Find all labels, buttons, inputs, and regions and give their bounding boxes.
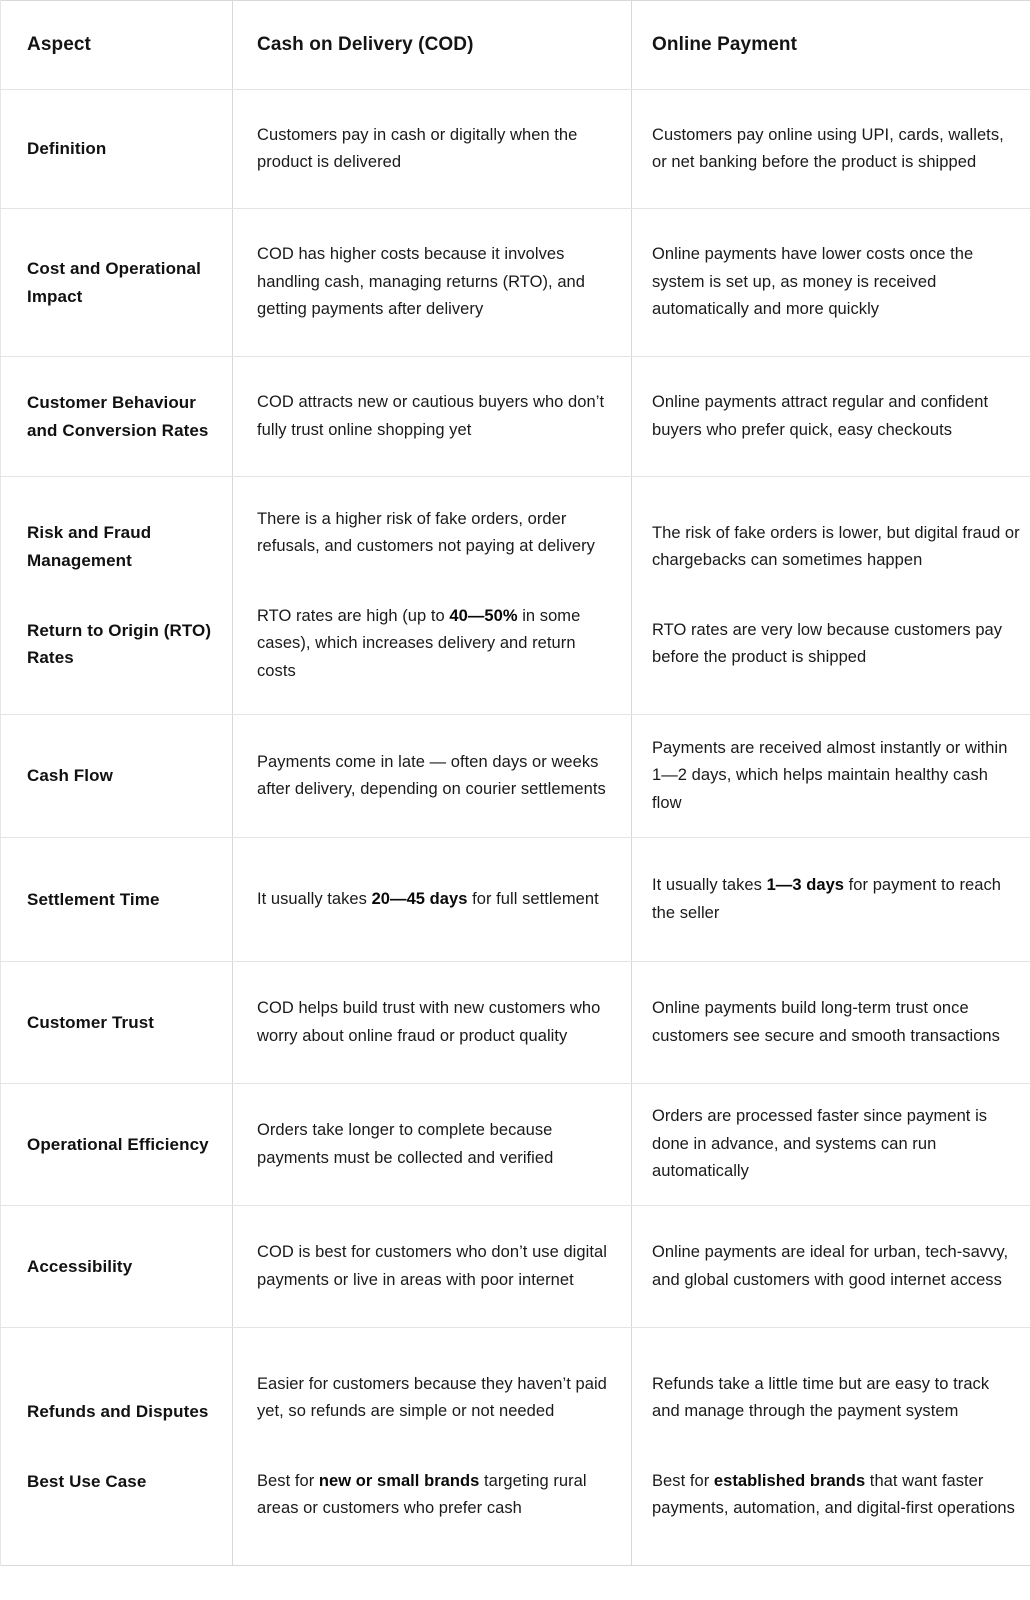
cell-online-definition bbox=[632, 90, 1030, 209]
cell-text: The risk of fake orders is lower, but digital fraud or chargebacks can sometimes happen bbox=[652, 523, 1020, 570]
cell-cod-settlement-time bbox=[233, 838, 632, 962]
row-aspect-operational-efficiency bbox=[1, 1084, 233, 1206]
cell-text: Online payments have lower costs once the system is set up, as money is received automatically and more quickly bbox=[652, 245, 974, 319]
group-spacer bbox=[632, 1426, 1030, 1468]
cell-text: COD attracts new or cautious buyers who don’t fully trust online shopping yet bbox=[257, 393, 605, 439]
table-row bbox=[1, 357, 1030, 477]
cell-cod-customer-behaviour bbox=[233, 357, 632, 477]
cell-cod-risk-and-fraud-management bbox=[233, 480, 631, 561]
aspect-label: Return to Origin (RTO) Rates bbox=[27, 620, 212, 668]
cell-text-emphasis: established brands bbox=[713, 1471, 866, 1490]
cell-text: Online payments attract regular and confident buyers who prefer quick, easy checkouts bbox=[652, 393, 989, 439]
cell-text: Payments are received almost instantly or within 1—2 days, which helps maintain healthy cash flow bbox=[652, 738, 1008, 812]
table-row-group-risk-and-rto bbox=[1, 477, 1030, 715]
cell-online-customer-trust bbox=[632, 962, 1030, 1084]
cell-cod-group-refunds-bestusecase bbox=[233, 1328, 632, 1566]
row-aspect-best-use-case bbox=[1, 1468, 232, 1522]
cell-cod-cost-and-operational-impact bbox=[233, 209, 632, 357]
cell-text bbox=[632, 1468, 1030, 1523]
cell-text: Orders take longer to complete because payments must be collected and verified bbox=[257, 1121, 554, 1167]
aspect-label: Customer Trust bbox=[27, 1012, 155, 1032]
column-header-online bbox=[632, 1, 1030, 90]
cell-cod-return-to-origin-rates bbox=[233, 603, 631, 711]
group-spacer bbox=[233, 561, 631, 603]
aspect-label: Refunds and Disputes bbox=[27, 1401, 209, 1421]
cell-text-pre: It usually takes bbox=[652, 876, 767, 895]
cell-text: RTO rates are very low because customers pay before the product is shipped bbox=[652, 620, 1003, 666]
cell-cod-group-risk-rto bbox=[233, 477, 632, 715]
cell-online-cost-and-operational-impact bbox=[632, 209, 1030, 357]
aspect-label: Risk and Fraud Management bbox=[27, 523, 152, 570]
row-aspect-refunds-and-disputes bbox=[1, 1372, 232, 1426]
row-aspect-return-to-origin-rates bbox=[1, 617, 232, 698]
cell-text: Online payments are ideal for urban, tech-savvy, and global customers with good internet access bbox=[652, 1243, 1009, 1289]
cell-text bbox=[233, 886, 631, 913]
cell-online-operational-efficiency bbox=[632, 1084, 1030, 1206]
cell-text-emphasis: 20—45 days bbox=[371, 889, 468, 908]
aspect-label: Best Use Case bbox=[27, 1471, 147, 1491]
aspect-label: Cash Flow bbox=[27, 766, 113, 786]
row-aspect-cash-flow bbox=[1, 715, 233, 838]
cell-cod-definition bbox=[233, 90, 632, 209]
group-spacer bbox=[233, 1426, 631, 1468]
cell-cod-cash-flow bbox=[233, 715, 632, 838]
row-aspect-customer-behaviour-and-conversion-rates bbox=[1, 357, 233, 477]
cell-text: Easier for customers because they haven’t paid yet, so refunds are simple or not needed bbox=[257, 1374, 607, 1421]
cell-text: COD is best for customers who don’t use digital payments or live in areas with poor internet bbox=[257, 1243, 607, 1289]
group-spacer bbox=[1, 1426, 232, 1468]
cell-online-settlement-time bbox=[632, 838, 1030, 962]
cell-text-pre: Best for bbox=[652, 1471, 714, 1490]
cell-online-customer-behaviour bbox=[632, 357, 1030, 477]
cell-cod-refunds-and-disputes bbox=[233, 1345, 631, 1426]
cell-cod-operational-efficiency bbox=[233, 1084, 632, 1206]
row-aspect-definition bbox=[1, 90, 233, 209]
cell-text-post: in some cases), which increases delivery and return costs bbox=[257, 606, 581, 680]
row-aspect-risk-and-fraud-management bbox=[1, 493, 232, 574]
table-header-row bbox=[1, 1, 1030, 90]
cell-online-cash-flow bbox=[632, 715, 1030, 838]
row-aspect-group-refunds-bestusecase bbox=[1, 1328, 233, 1566]
cell-text-post: targeting rural areas or customers who prefer cash bbox=[257, 1471, 587, 1517]
cell-online-group-risk-rto bbox=[632, 477, 1030, 715]
cell-online-best-use-case bbox=[632, 1468, 1030, 1549]
cell-text: Customers pay in cash or digitally when the product is delivered bbox=[257, 125, 578, 171]
cell-text-emphasis: new or small brands bbox=[318, 1471, 480, 1490]
aspect-label: Accessibility bbox=[27, 1256, 133, 1276]
column-header-aspect bbox=[1, 1, 233, 90]
cell-text: Online payments build long-term trust once customers see secure and smooth transactions bbox=[652, 999, 1000, 1045]
cell-text: COD helps build trust with new customers who worry about online fraud or product quality bbox=[257, 999, 601, 1045]
cell-text: Customers pay online using UPI, cards, wallets, or net banking before the product is shipped bbox=[652, 125, 1004, 171]
table-row bbox=[1, 1084, 1030, 1206]
cell-text: Orders are processed faster since payment is done in advance, and systems can run automatically bbox=[652, 1107, 988, 1181]
cell-online-refunds-and-disputes bbox=[632, 1345, 1030, 1426]
cell-text-pre: It usually takes bbox=[257, 889, 372, 908]
cell-text-emphasis: 40—50% bbox=[449, 606, 518, 625]
table-row bbox=[1, 209, 1030, 357]
column-header-cod-label: Cash on Delivery (COD) bbox=[257, 33, 474, 55]
table-row bbox=[1, 1206, 1030, 1328]
aspect-label: Settlement Time bbox=[27, 889, 160, 909]
cell-online-group-refunds-bestusecase bbox=[632, 1328, 1030, 1566]
cell-text: There is a higher risk of fake orders, order refusals, and customers not paying at delivery bbox=[257, 510, 595, 556]
cell-text: Payments come in late — often days or weeks after delivery, depending on courier settlements bbox=[257, 752, 606, 798]
cell-text bbox=[233, 603, 631, 685]
row-aspect-settlement-time bbox=[1, 838, 233, 962]
row-aspect-accessibility bbox=[1, 1206, 233, 1328]
row-aspect-customer-trust bbox=[1, 962, 233, 1084]
cell-text-emphasis: 1—3 days bbox=[766, 876, 845, 895]
table-row bbox=[1, 962, 1030, 1084]
column-header-online-label: Online Payment bbox=[652, 33, 797, 55]
cell-online-risk-and-fraud-management bbox=[632, 494, 1030, 575]
cell-text-post: for full settlement bbox=[467, 889, 599, 908]
cell-text: COD has higher costs because it involves handling cash, managing returns (RTO), and getting payments after delivery bbox=[257, 245, 586, 319]
aspect-label: Definition bbox=[27, 139, 107, 159]
group-spacer bbox=[632, 575, 1030, 617]
cell-cod-customer-trust bbox=[233, 962, 632, 1084]
cell-online-accessibility bbox=[632, 1206, 1030, 1328]
cell-text-post: for payment to reach the seller bbox=[652, 876, 1001, 922]
table-row bbox=[1, 838, 1030, 962]
row-aspect-group-risk-rto bbox=[1, 477, 233, 715]
cell-online-return-to-origin-rates bbox=[632, 617, 1030, 698]
cell-cod-accessibility bbox=[233, 1206, 632, 1328]
aspect-label: Cost and Operational Impact bbox=[27, 258, 201, 306]
cell-text-pre: RTO rates are high (up to bbox=[257, 606, 450, 625]
aspect-label: Operational Efficiency bbox=[27, 1134, 209, 1154]
aspect-label: Customer Behaviour and Conversion Rates bbox=[27, 392, 209, 440]
column-header-cod bbox=[233, 1, 632, 90]
group-spacer bbox=[1, 575, 232, 617]
table-row-group-refunds-best-use-case bbox=[1, 1328, 1030, 1566]
cell-text-post: that want faster payments, automation, and digital-first operations bbox=[652, 1471, 1015, 1517]
cell-text-pre: Best for bbox=[257, 1471, 319, 1490]
cell-text bbox=[233, 1468, 631, 1523]
column-header-aspect-label: Aspect bbox=[27, 33, 91, 55]
cell-cod-best-use-case bbox=[233, 1468, 631, 1549]
table-row bbox=[1, 90, 1030, 209]
cell-text: Refunds take a little time but are easy to track and manage through the payment system bbox=[652, 1374, 990, 1421]
table-row bbox=[1, 715, 1030, 838]
cell-text bbox=[632, 872, 1030, 927]
row-aspect-cost-and-operational-impact bbox=[1, 209, 233, 357]
